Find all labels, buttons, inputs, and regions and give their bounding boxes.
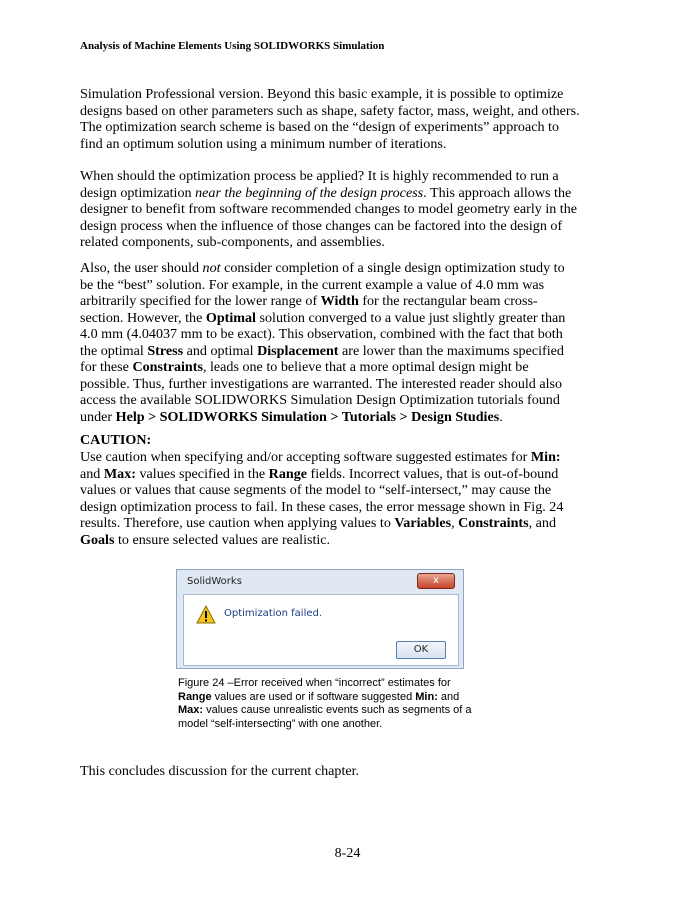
caution-heading: CAUTION: <box>80 432 152 448</box>
dialog-close-button[interactable]: x <box>417 573 455 589</box>
page-number: 8-24 <box>334 846 361 861</box>
dialog-ok-button[interactable]: OK <box>396 641 446 659</box>
paragraph-closing: This concludes discussion for the current chapter. <box>80 763 360 779</box>
paragraph-when-to-apply: When should the optimization process be applied? It is highly recommended to run a design optimization near the beginning of the design process. This approach allows the designer to benefit from software recommended changes to model geometry early in the design process when the influence of those changes can be factored into the design of related components, sub-components, and assemblies. <box>80 168 578 250</box>
error-dialog-figure <box>176 569 464 669</box>
paragraph-optimization-intro: Simulation Professional version. Beyond this basic example, it is possible to optimize designs based on other parameters such as shape, safety factor, mass, weight, and others. The optimization search scheme is based on the “design of experiments” approach to find an optimum solution using a minimum number of iterations. <box>80 86 580 152</box>
paragraph-best-solution: Also, the user should not consider completion of a single design optimization study to be the “best” solution. For example, in the current example a value of 4.0 mm was arbitrarily specified for the lower range of Width for the rectangular beam cross-section. However, the Optimal solution converged to a value just slightly greater than 4.0 mm (4.04037 mm to be exact). This observation, combined with the fact that both the optimal Stress and optimal Displacement are lower than the maximums specified for these Constraints, leads one to believe that a more optimal design might be possible. Thus, further investigations are warranted. The interested reader should also access the available SOLIDWORKS Simulation Design Optimization tutorials found under Help > SOLIDWORKS Simulation > Tutorials > Design Studies. <box>80 260 566 425</box>
dialog-body <box>183 594 459 666</box>
warning-icon <box>196 605 216 625</box>
dialog-message: Optimization failed. <box>224 608 323 619</box>
dialog-title: SolidWorks <box>187 576 242 587</box>
figure-caption: Figure 24 –Error received when “incorrect” estimates for Range values are used or if software suggested Min: and Max: values cause unrealistic events such as segments of a model “self-intersecting” with one another. <box>178 677 472 730</box>
paragraph-caution: Use caution when specifying and/or accepting software suggested estimates for Min: and Max: values specified in the Range fields. Incorrect values, that is out-of-bound values or values that cause segments of the model to “self-intersect,” may cause the design optimization process to fail. In these cases, the error message shown in Fig. 24 results. Therefore, use caution when applying values to Variables, Constraints, and Goals to ensure selected values are realistic. <box>80 449 564 548</box>
running-header: Analysis of Machine Elements Using SOLIDWORKS Simulation <box>80 40 385 52</box>
